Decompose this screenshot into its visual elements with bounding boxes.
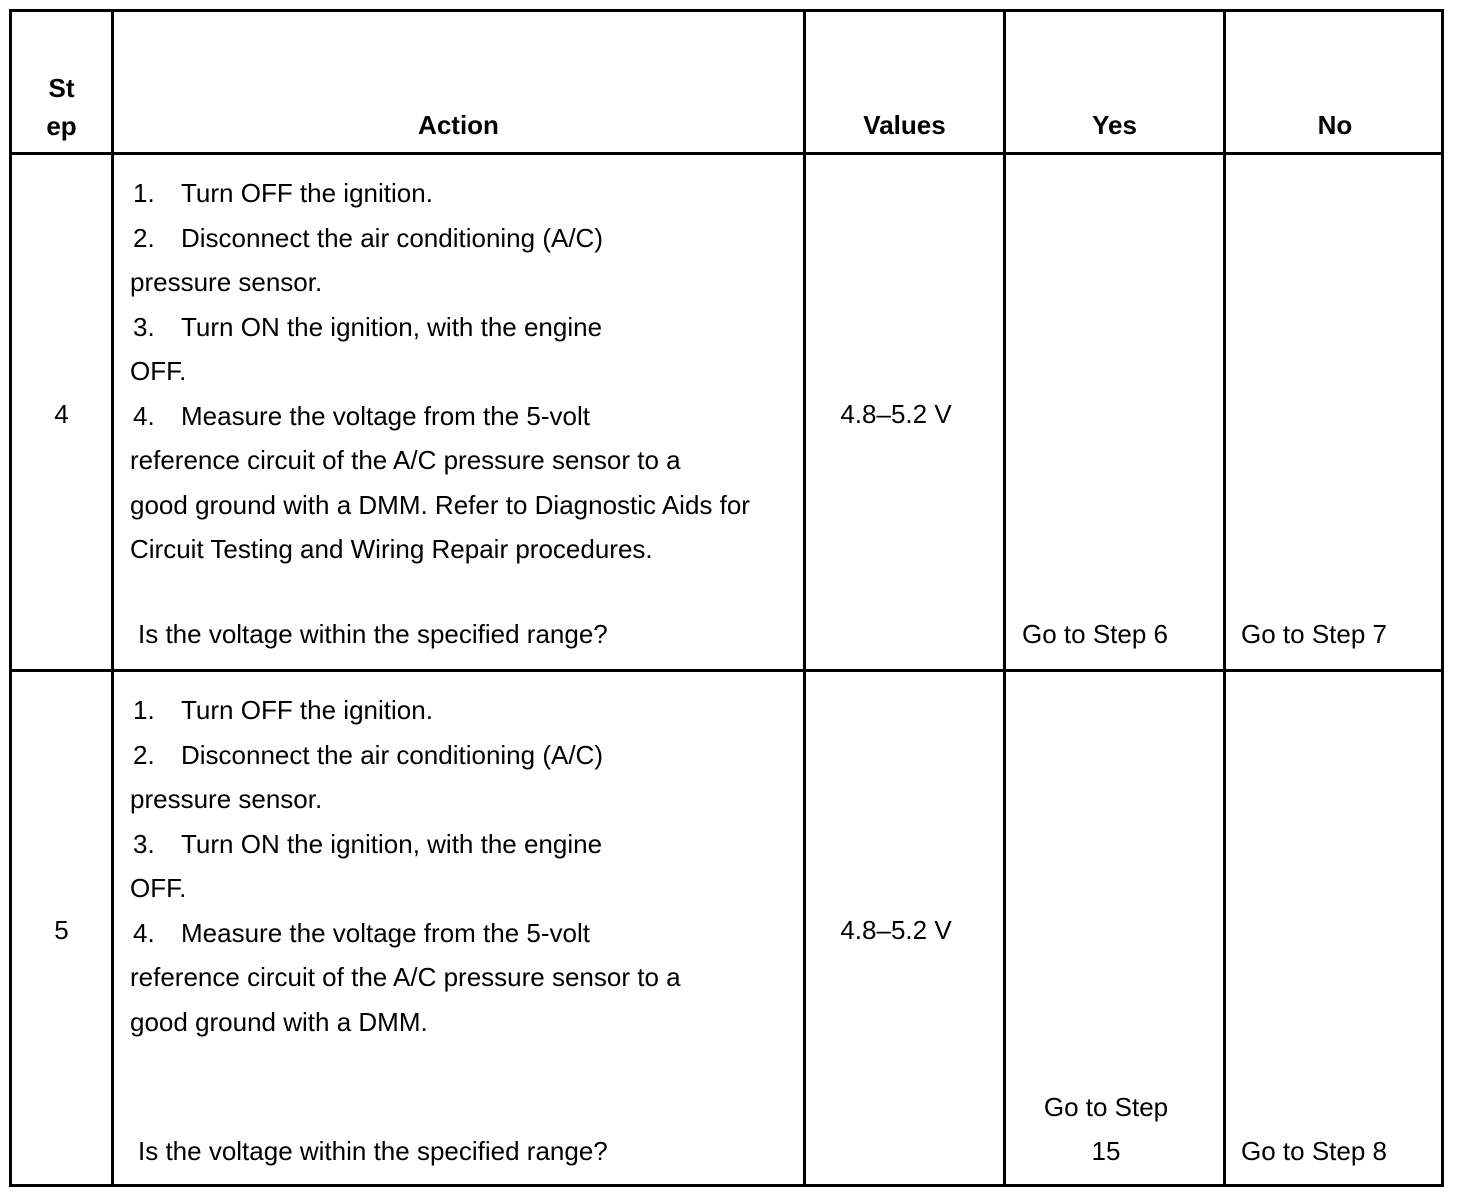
column-divider: [111, 12, 114, 1184]
row-5-question: Is the voltage within the specified range?: [138, 1136, 608, 1166]
action-line: [130, 216, 750, 261]
column-divider: [1223, 12, 1226, 1184]
step-number: 3.: [133, 311, 155, 342]
step-text: Measure the voltage from the 5-volt: [181, 400, 590, 431]
step-number: 2.: [133, 222, 155, 253]
action-line: [130, 394, 750, 439]
action-line: [130, 777, 681, 822]
action-line: [130, 438, 750, 483]
row-4-action: [130, 171, 750, 572]
column-divider: [1003, 12, 1006, 1184]
action-line: [130, 866, 681, 911]
row-4-value: 4.8–5.2 V: [840, 399, 952, 429]
header-values: Values: [863, 110, 946, 140]
step-number: 3.: [133, 828, 155, 859]
row-4-no: Go to Step 7: [1241, 619, 1387, 649]
row-5-yes-line2: 15: [1091, 1136, 1121, 1166]
row-5-action: [130, 688, 681, 1044]
step-text: OFF.: [130, 873, 187, 903]
action-line: [130, 955, 681, 1000]
action-line: [130, 483, 750, 528]
action-line: [130, 911, 681, 956]
action-line: [130, 171, 750, 216]
header-step-line2: ep: [46, 111, 77, 141]
step-text: Circuit Testing and Wiring Repair procedures.: [130, 534, 653, 564]
header-yes: Yes: [1092, 110, 1137, 140]
row-divider: [12, 669, 1441, 672]
row-5-no: Go to Step 8: [1241, 1136, 1387, 1166]
step-text: OFF.: [130, 356, 187, 386]
header-step-line1: St: [48, 73, 75, 103]
step-text: Disconnect the air conditioning (A/C): [181, 222, 603, 253]
step-text: Turn ON the ignition, with the engine: [181, 828, 603, 859]
step-text: good ground with a DMM. Refer to Diagnostic Aids for: [130, 489, 750, 520]
header-step: [12, 69, 111, 145]
step-number: 1.: [133, 178, 155, 208]
action-line: [130, 305, 750, 350]
step-text: reference circuit of the A/C pressure sensor to a: [130, 962, 681, 992]
row-5-yes-line1: Go to Step: [1043, 1092, 1169, 1122]
row-4-yes: Go to Step 6: [1022, 619, 1168, 649]
step-text: Turn OFF the ignition.: [181, 178, 433, 208]
step-text: Turn OFF the ignition.: [181, 695, 433, 725]
row-4-step: 4: [54, 399, 69, 429]
row-divider: [12, 152, 1441, 155]
row-5-value: 4.8–5.2 V: [840, 915, 952, 945]
step-text: Turn ON the ignition, with the engine: [181, 311, 603, 342]
step-text: good ground with a DMM.: [130, 1006, 428, 1037]
column-divider: [803, 12, 806, 1184]
action-line: [130, 1000, 681, 1045]
step-text: pressure sensor.: [130, 267, 323, 297]
step-number: 2.: [133, 739, 155, 770]
step-number: 4.: [133, 400, 155, 431]
step-text: reference circuit of the A/C pressure sensor to a: [130, 445, 681, 475]
step-text: Measure the voltage from the 5-volt: [181, 917, 590, 948]
action-line: [130, 349, 750, 394]
step-number: 1.: [133, 695, 155, 725]
header-action: Action: [418, 110, 499, 140]
action-line: [130, 688, 681, 733]
header-no: No: [1317, 110, 1353, 140]
action-line: [130, 527, 750, 572]
step-number: 4.: [133, 917, 155, 948]
action-line: [130, 822, 681, 867]
step-text: pressure sensor.: [130, 784, 323, 814]
diagnostic-table: [9, 9, 1444, 1187]
step-text: Disconnect the air conditioning (A/C): [181, 739, 603, 770]
action-line: [130, 260, 750, 305]
action-line: [130, 733, 681, 778]
row-5-step: 5: [54, 915, 69, 945]
row-4-question: Is the voltage within the specified range?: [138, 619, 608, 649]
